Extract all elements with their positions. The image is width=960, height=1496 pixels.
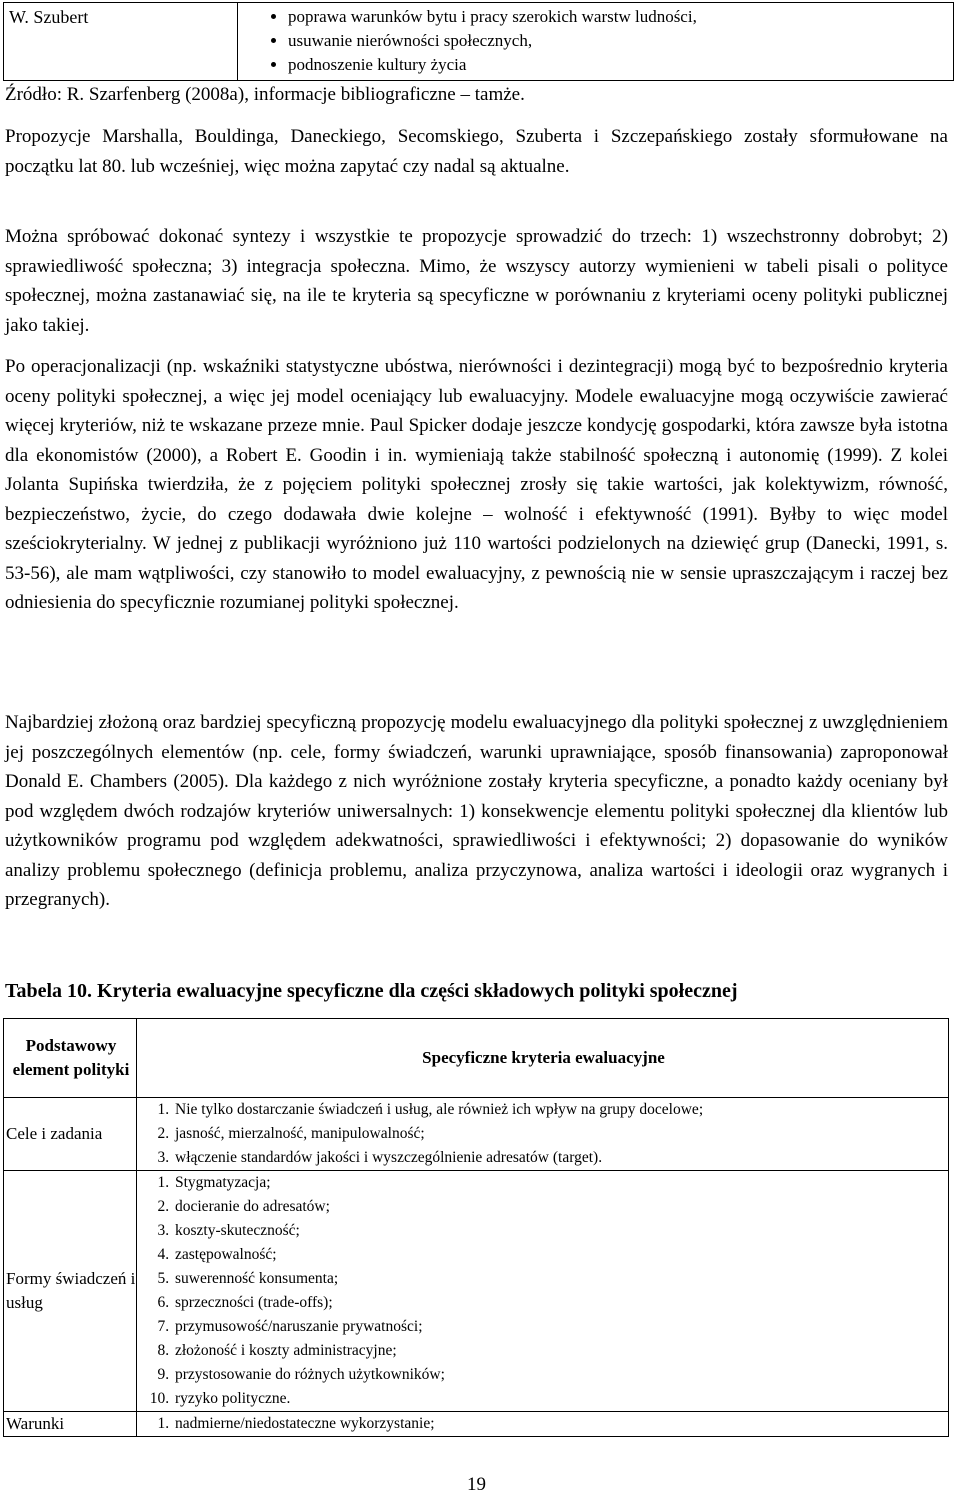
author-criteria-cell bbox=[238, 3, 954, 81]
row-label: Warunki bbox=[4, 1412, 137, 1437]
page-number: 19 bbox=[467, 1474, 486, 1495]
table-row bbox=[4, 1171, 949, 1412]
paragraph: Można spróbować dokonać syntezy i wszystkie te propozycje sprowadzić do trzech: 1) wszechstronny dobrobyt; 2) sprawiedliwość społeczna; 3) integracja społeczna. Mimo, że wszyscy autorzy wymienieni w tabeli pisali o polityce społecznej, można zastanawiać się, na ile te kryteria są specyficzne w porównaniu z kryteriami oceny polityki publicznej jako takiej. bbox=[5, 226, 948, 336]
row-criteria bbox=[137, 1098, 949, 1171]
list-item: 1. nadmierne/niedostateczne wykorzystanie; bbox=[173, 1412, 948, 1436]
list-item: 8. złożoność i koszty administracyjne; bbox=[173, 1339, 948, 1363]
list-item: 3. koszty-skuteczność; bbox=[173, 1219, 948, 1243]
list-item: 2. docieranie do adresatów; bbox=[173, 1195, 948, 1219]
header-element: Podstawowy element polityki bbox=[4, 1019, 137, 1098]
header-criteria: Specyficzne kryteria ewaluacyjne bbox=[137, 1019, 949, 1098]
list-item: 3. włączenie standardów jakości i wyszczególnienie adresatów (target). bbox=[173, 1146, 948, 1170]
source-note: Źródło: R. Szarfenberg (2008a), informacje bibliograficzne – tamże. bbox=[5, 84, 525, 105]
table-row bbox=[4, 1412, 949, 1437]
criteria-list bbox=[139, 1412, 948, 1436]
table-header-row bbox=[4, 1019, 949, 1098]
author-table-fragment bbox=[3, 2, 954, 81]
list-item: 10. ryzyko polityczne. bbox=[173, 1387, 948, 1411]
criteria-list bbox=[139, 1098, 948, 1170]
list-item: 7. przymusowość/naruszanie prywatności; bbox=[173, 1315, 948, 1339]
list-item: 9. przystosowanie do różnych użytkowników; bbox=[173, 1363, 948, 1387]
criteria-list bbox=[139, 1171, 948, 1411]
list-item: • podnoszenie kultury życia bbox=[288, 53, 953, 77]
list-item: 4. zastępowalność; bbox=[173, 1243, 948, 1267]
table-caption: Tabela 10. Kryteria ewaluacyjne specyficzne dla części składowych polityki społecznej bbox=[5, 980, 738, 1002]
list-item: 2. jasność, mierzalność, manipulowalność; bbox=[173, 1122, 948, 1146]
row-criteria bbox=[137, 1412, 949, 1437]
list-item: 1. Nie tylko dostarczanie świadczeń i usług, ale również ich wpływ na grupy docelowe; bbox=[173, 1098, 948, 1122]
list-item: • poprawa warunków bytu i pracy szerokich warstw ludności, bbox=[288, 5, 953, 29]
row-criteria bbox=[137, 1171, 949, 1412]
criteria-table bbox=[3, 1018, 949, 1437]
table-row bbox=[4, 1098, 949, 1171]
paragraph: Propozycje Marshalla, Bouldinga, Daneckiego, Secomskiego, Szuberta i Szczepańskiego zostały sformułowane na początku lat 80. lub wcześniej, więc można zapytać czy nadal są aktualne. bbox=[5, 126, 948, 177]
author-cell: W. Szubert bbox=[4, 3, 238, 81]
paragraph: Najbardziej złożoną oraz bardziej specyficzną propozycję modelu ewaluacyjnego dla polityki społecznej z uwzględnieniem jej poszczególnych elementów (np. cele, formy świadczeń, warunki uprawniające, sposób finansowania) zaproponował Donald E. Chambers (2005). Dla każdego z nich wyróżnione zostały kryteria specyficzne, a ponadto każdy oceniany był pod względem dwóch rodzajów kryteriów uniwersalnych: 1) konsekwencje elementu polityki społecznej dla klientów lub użytkowników programu pod względem adekwatności, sprawiedliwości i efektywności; 2) dopasowanie do wyników analizy problemu społecznego (definicja problemu, analiza przyczynowa, analiza wartości i ideologii oraz wygranych i przegranych). bbox=[5, 712, 948, 910]
list-item: 1. Stygmatyzacja; bbox=[173, 1171, 948, 1195]
row-label: Cele i zadania bbox=[4, 1098, 137, 1171]
author-criteria-list bbox=[238, 5, 953, 77]
paragraph: Po operacjonalizacji (np. wskaźniki statystyczne ubóstwa, nierówności i dezintegracji) mogą być to bezpośrednio kryteria oceny polityki społecznej, a więc jej model oceniający lub ewaluacyjny. Modele ewaluacyjne mogą oczywiście zawierać więcej kryteriów, niż te wskazane przeze mnie. Paul Spicker dodaje jeszcze kondycję gospodarki, która zawsze była istotna dla ekonomistów (2000), a Robert E. Goodin i in. wymieniają także stabilność społeczną i autonomię (1999). Z kolei Jolanta Supińska twierdziła, że z pojęciem polityki społecznej zrosły się takie wartości, jak kolektywizm, równość, bezpieczeństwo, życie, do czego dodawała dwie kolejne – wolność i efektywność (1991). Byłby to więc model sześciokryterialny. W jednej z publikacji wyróżniono już 110 wartości podzielonych na dziewięć grup (Danecki, 1991, s. 53-56), ale mam wątpliwości, czy stanowiło to model ewaluacyjny, z pewnością nie w sensie upraszczającym i raczej bez odniesienia do specyficznie rozumianej polityki społecznej. bbox=[5, 356, 948, 613]
list-item: 6. sprzeczności (trade-offs); bbox=[173, 1291, 948, 1315]
row-label: Formy świadczeń i usług bbox=[4, 1171, 137, 1412]
list-item: • usuwanie nierówności społecznych, bbox=[288, 29, 953, 53]
list-item: 5. suwerenność konsumenta; bbox=[173, 1267, 948, 1291]
